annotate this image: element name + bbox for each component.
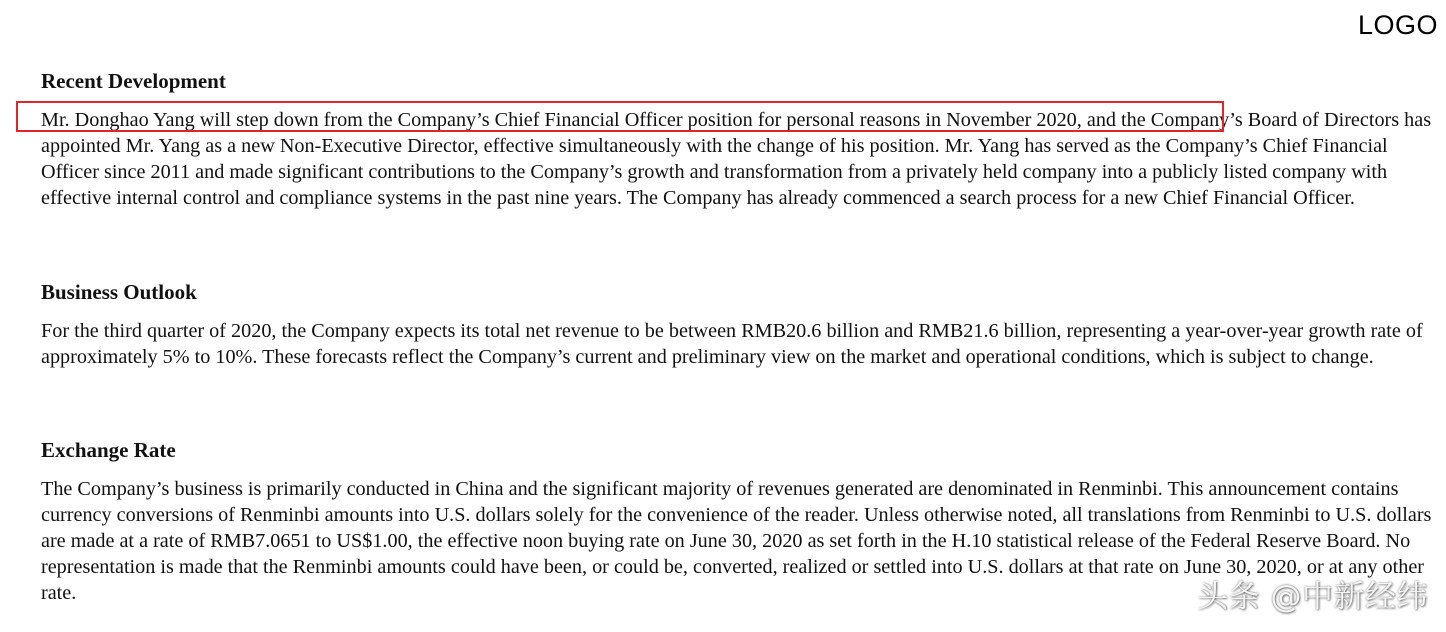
section-body-exchange-rate: The Company’s business is primarily conducted in China and the significant majority of revenues generated are denominated in Renminbi. This announcement contains currency conversions of Renminbi amounts into U.S. dollars solely for the convenience of the reader. Unless otherwise noted, all translations from Renminbi to U.S. dollars are made at a rate of RMB7.0651 to US$1.00, the effective noon buying rate on June 30, 2020 as set forth in the H.10 statistical release of the Federal Reserve Board. No representation is made that the Renminbi amounts could have been, or could be, converted, realized or settled into U.S. dollars at that rate on June 30, 2020, or at any other rate.: [41, 478, 1432, 604]
section-heading-business-outlook: Business Outlook: [41, 280, 197, 304]
section-heading-recent-development: Recent Development: [41, 69, 226, 93]
section-business-outlook: [41, 279, 1433, 370]
logo: LOGO: [1357, 10, 1438, 40]
section-recent-development: [41, 68, 1433, 211]
section-heading-exchange-rate: Exchange Rate: [41, 438, 176, 462]
section-body-recent-development: [41, 107, 1433, 211]
section-body-business-outlook: For the third quarter of 2020, the Company expects its total net revenue to be between RMB20.6 billion and RMB21.6 billion, representing a year-over-year growth rate of approximately 5% to 10%. These forecasts reflect the Company’s current and preliminary view on the market and operational conditions, which is subject to change.: [41, 320, 1423, 368]
body-continuation: and the Company’s Board of Directors has appointed Mr. Yang as a new Non-Executive Director, effective simultaneously with the change of his position. Mr. Yang has served as the Company’s Chief Financial Officer since 2011 and made significant contributions to the Company’s growth and transformation from a privately held company into a publicly listed company with effective internal control and compliance systems in the past nine years. The Company has already commenced a search process for a new Chief Financial Officer.: [41, 109, 1432, 209]
watermark: 头条 @中新经纬: [1197, 579, 1428, 615]
highlighted-sentence: Mr. Donghao Yang will step down from the Company’s Chief Financial Officer position for personal reasons in November 2020,: [41, 109, 1082, 131]
